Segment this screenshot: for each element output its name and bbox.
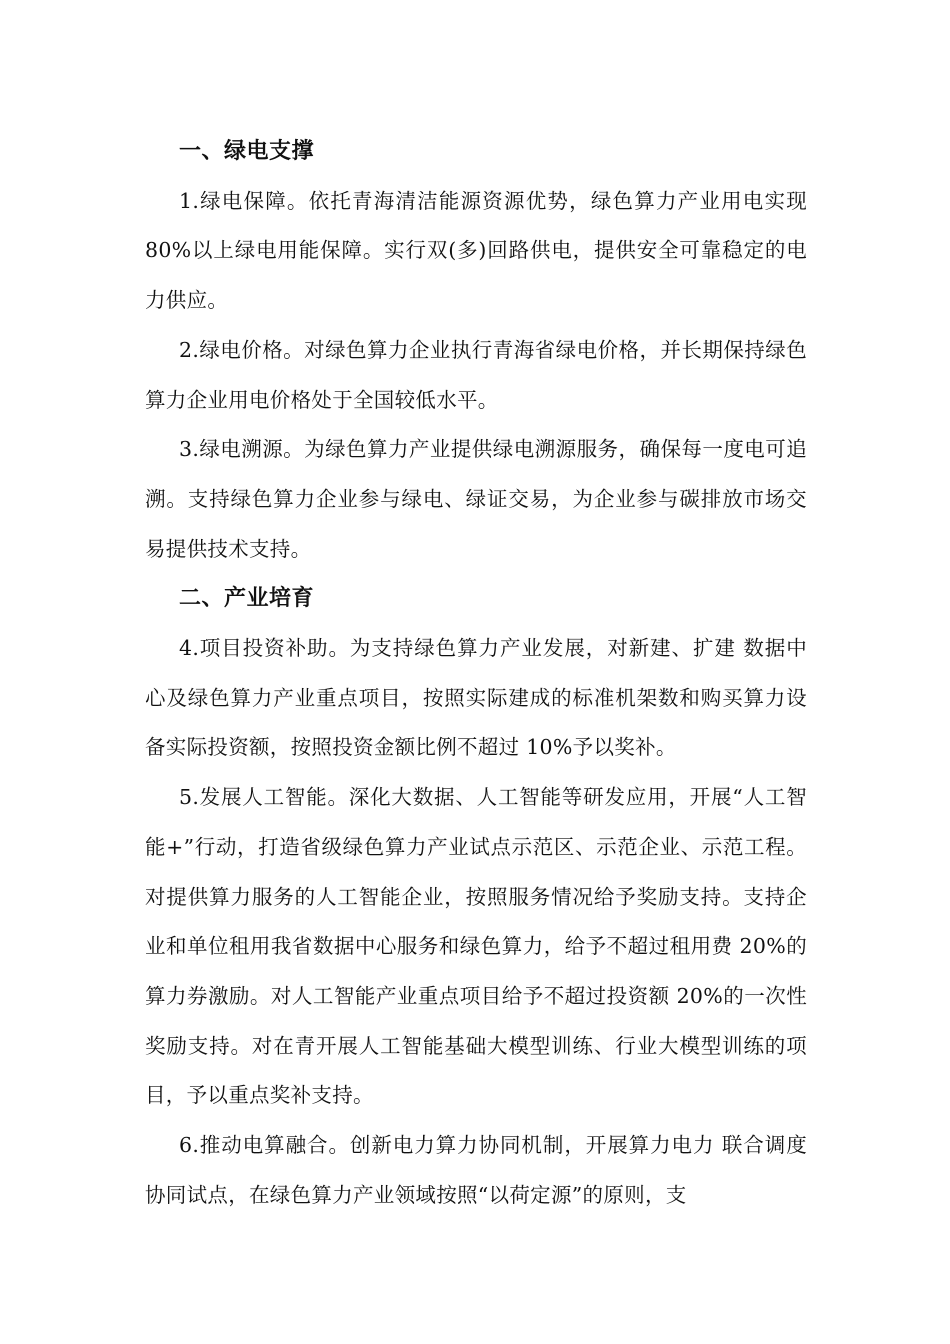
paragraph-project-investment-subsidy: 4.项目投资补助。为支持绿色算力产业发展，对新建、扩建 数据中心及绿色算力产业重点项目，按照实际建成的标准机架数和购买算力设备实际投资额，按照投资金额比例不超过 10%予以奖补。 <box>145 636 807 760</box>
paragraph-green-power-guarantee: 1.绿电保障。依托青海清洁能源资源优势，绿色算力产业用电实现 80%以上绿电用能保障。实行双(多)回路供电，提供安全可靠稳定的电力供应。 <box>145 188 807 313</box>
document-body <box>145 127 807 1220</box>
paragraph-develop-ai: 5.发展人工智能。深化大数据、人工智能等研发应用，开展“人工智能+”行动，打造省级绿色算力产业试点示范区、示范企业、示范工程。对提供算力服务的人工智能企业，按照服务情况给予奖励支持。支持企业和单位租用我省数据中心服务和绿色算力，给予不超过租用费 20%的算力券激励。对人工智能产业重点项目给予不超过投资额 20%的一次性奖励支持。对在青开展人工智能基础大模型训练、行业大模型训练的项目，予以重点奖补支持。 <box>145 785 807 1108</box>
section-heading-industry-cultivation: 二、产业培育 <box>179 586 315 612</box>
section-heading-green-power: 一、绿电支撑 <box>179 139 315 164</box>
paragraph-power-compute-integration: 6.推动电算融合。创新电力算力协同机制，开展算力电力 联合调度协同试点，在绿色算力产业领域按照“以荷定源”的原则，支 <box>145 1133 807 1207</box>
paragraph-green-power-price: 2.绿电价格。对绿色算力企业执行青海省绿电价格，并长期保持绿色算力企业用电价格处于全国较低水平。 <box>145 337 807 412</box>
paragraph-green-power-traceability: 3.绿电溯源。为绿色算力产业提供绿电溯源服务，确保每一度电可追溯。支持绿色算力企业参与绿电、绿证交易，为企业参与碳排放市场交易提供技术支持。 <box>145 437 807 561</box>
